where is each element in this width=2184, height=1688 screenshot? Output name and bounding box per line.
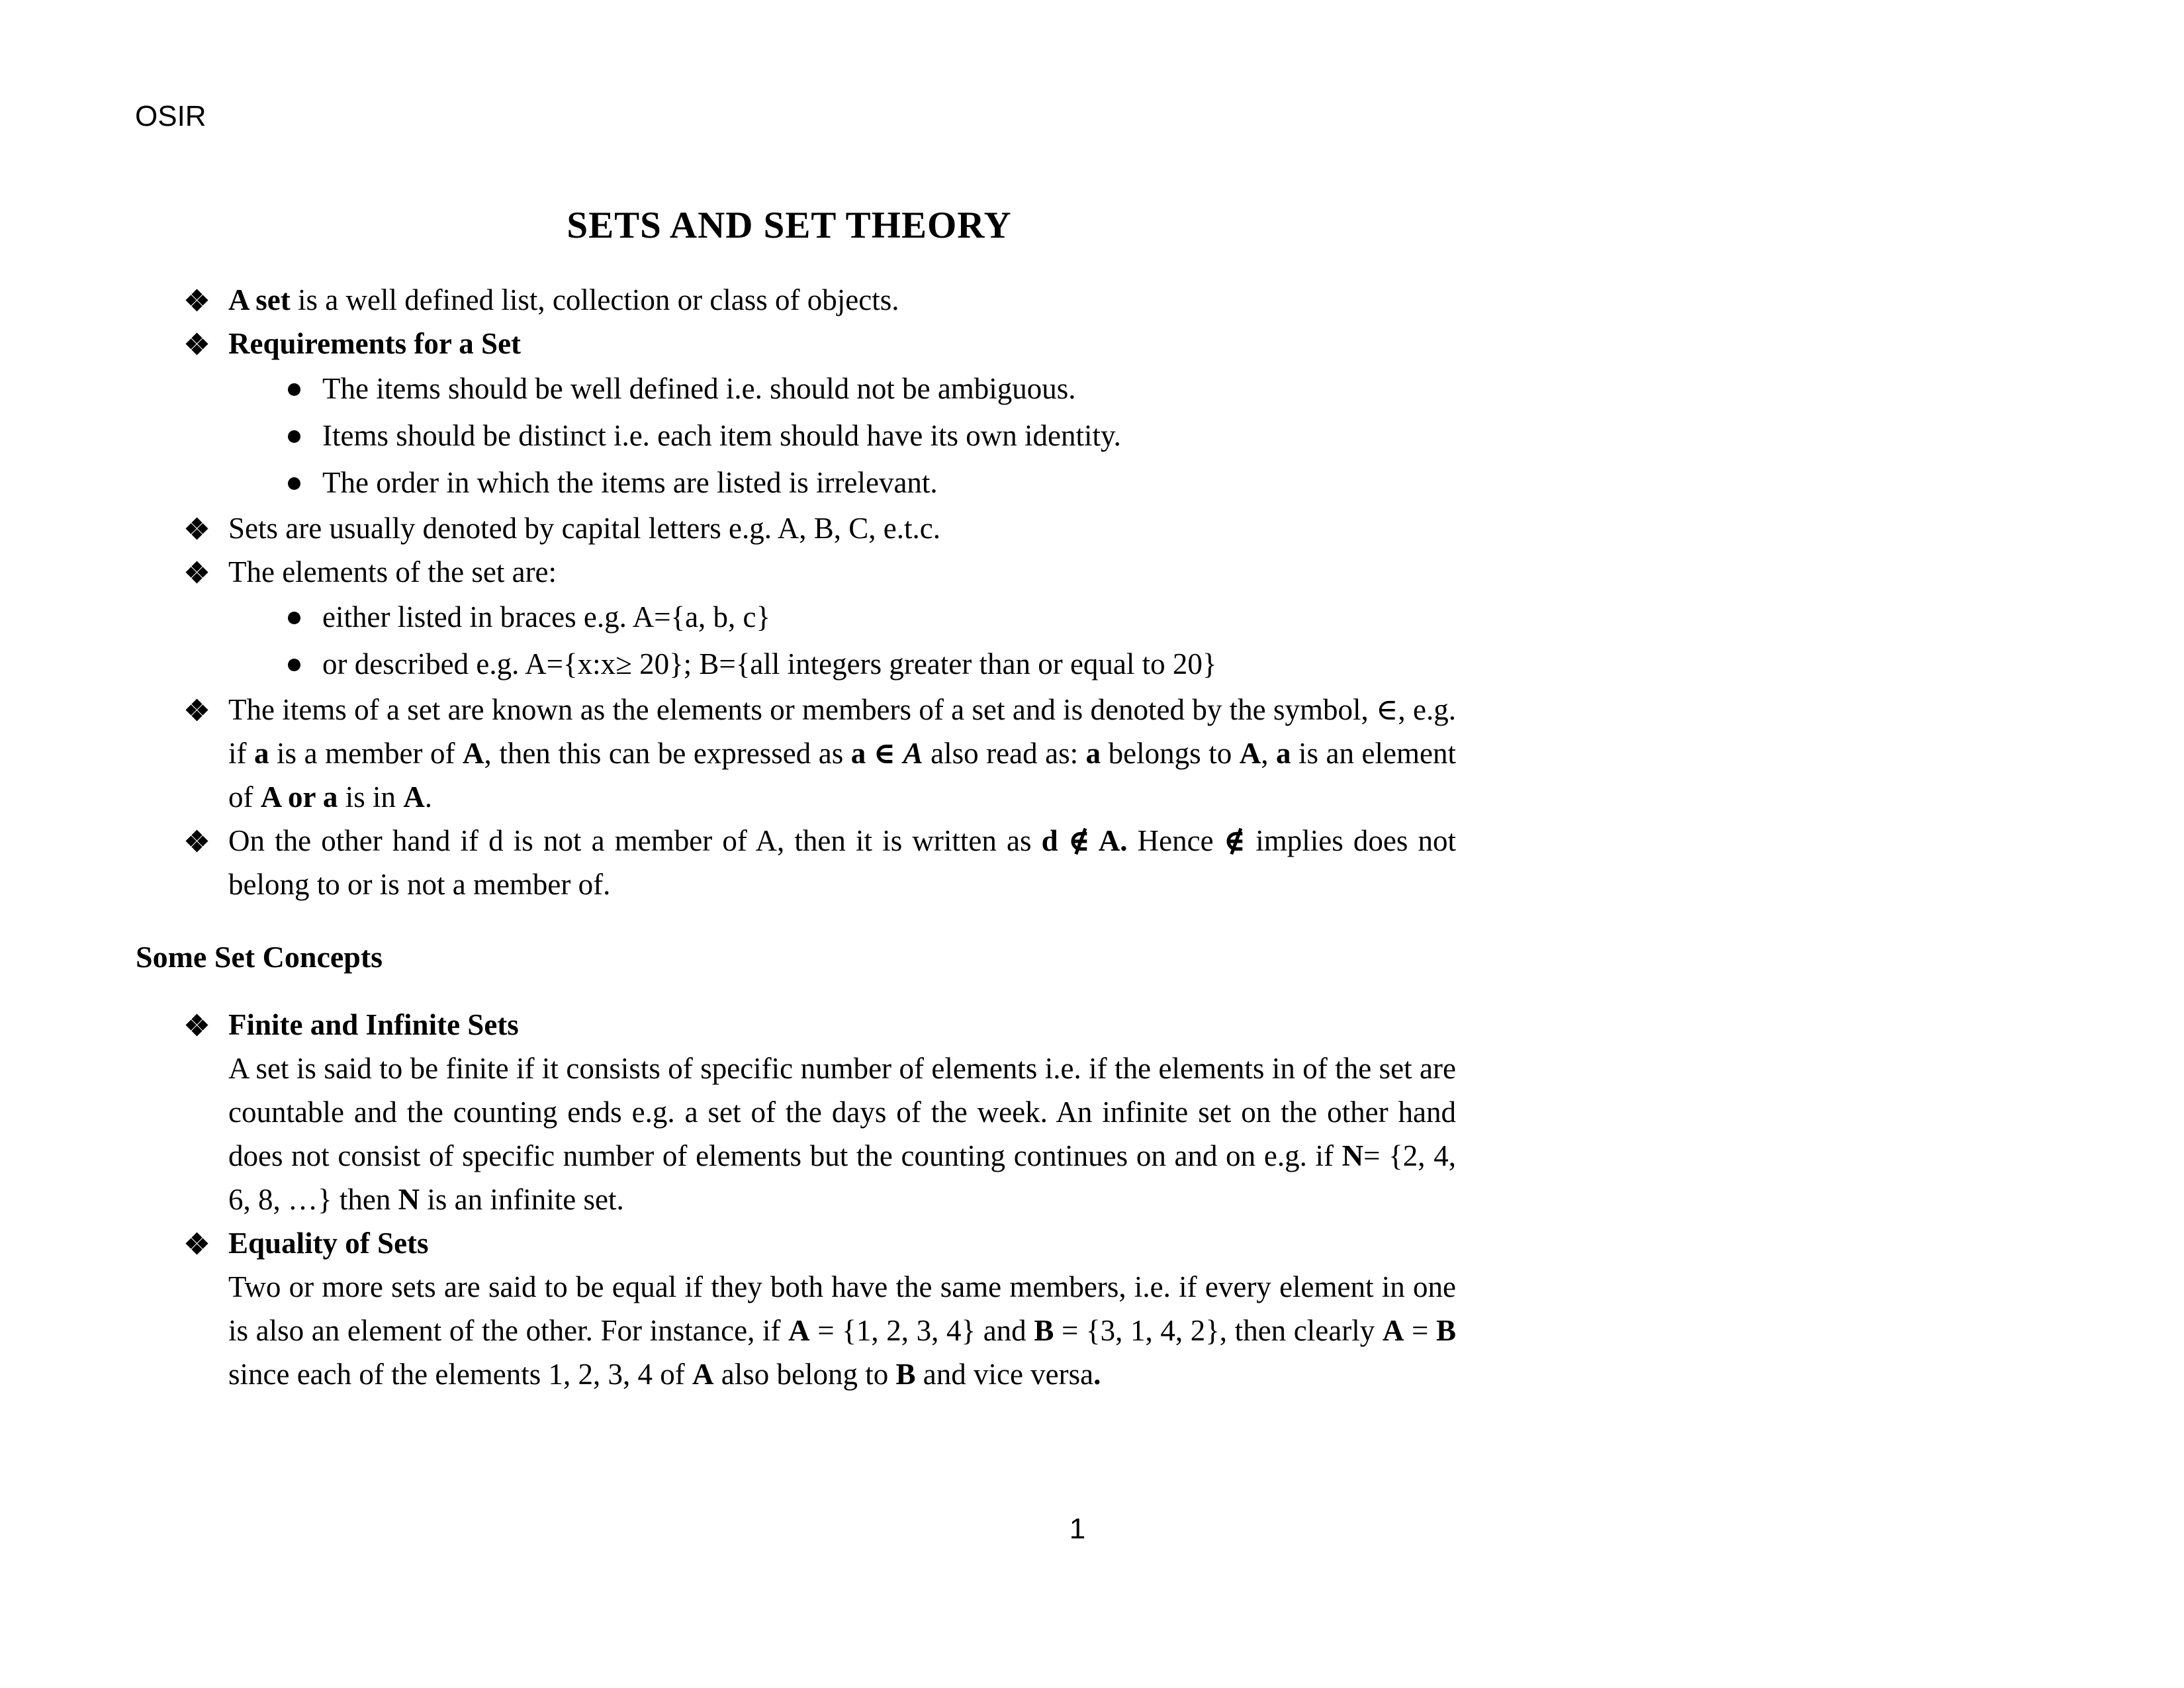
text-run: Finite and Infinite Sets [228, 1008, 519, 1041]
bullet-item [136, 278, 1456, 322]
paragraph [136, 1047, 1456, 1221]
diamond-bullet-icon [185, 829, 209, 853]
sub-bullet-item [136, 459, 1456, 506]
diamond-bullet-icon [185, 516, 209, 541]
dot-bullet-icon [288, 612, 300, 624]
page-number: 1 [1069, 1513, 1086, 1545]
diamond-bullet-icon [185, 1231, 209, 1256]
text-run: Items should be distinct i.e. each item should have its own identity. [322, 419, 1121, 452]
bullet-item [136, 819, 1456, 906]
text-run: The items of a set are known as the elements or members of a set and is denoted by the symbol, ∈, e.g. if a is a member of A, then this can be expressed as a ∈ A also read as: a belongs to A, a is an element of A or a is in A. [228, 693, 1456, 814]
text-run: The order in which the items are listed is irrelevant. [322, 466, 938, 499]
dot-bullet-icon [288, 659, 300, 671]
dot-bullet-icon [288, 383, 300, 396]
sub-bullet-item [136, 412, 1456, 459]
text-run: A set is a well defined list, collection or class of objects. [228, 283, 899, 316]
dot-bullet-icon [288, 430, 300, 443]
text-run: Equality of Sets [228, 1227, 429, 1260]
bullet-item [136, 1221, 1456, 1265]
bullet-item [136, 1003, 1456, 1047]
bullet-item [136, 322, 1456, 365]
bullet-item [136, 506, 1456, 550]
document-body [136, 278, 1456, 1396]
bullet-item [136, 550, 1456, 594]
text-run: The elements of the set are: [228, 555, 557, 588]
text-run: either listed in braces e.g. A={a, b, c} [322, 600, 771, 633]
page-title: SETS AND SET THEORY [567, 205, 1012, 246]
sub-bullet-item [136, 594, 1456, 641]
document-header-label: OSIR [135, 100, 206, 132]
text-run: or described e.g. A={x:x≥ 20}; B={all integers greater than or equal to 20} [322, 647, 1217, 680]
bullet-item [136, 688, 1456, 819]
diamond-bullet-icon [185, 332, 209, 356]
sub-bullet-item [136, 641, 1456, 688]
text-run: A set is said to be finite if it consists of specific number of elements i.e. if the elements in of the set are countable and the counting ends e.g. a set of the days of the week. An infinite set on the other hand does not consist of specific number of elements but the counting continues on and on e.g. if N= {2, 4, 6, 8, …} then N is an infinite set. [228, 1052, 1456, 1216]
paragraph [136, 1265, 1456, 1396]
text-run: Two or more sets are said to be equal if they both have the same members, i.e. if every element in one is also an element of the other. For instance, if A = {1, 2, 3, 4} and B = {3, 1, 4, 2}, then clearly A = B since each of the elements 1, 2, 3, 4 of A also belong to B and vice versa. [228, 1270, 1456, 1391]
dot-bullet-icon [288, 477, 300, 490]
text-run: The items should be well defined i.e. should not be ambiguous. [322, 372, 1076, 405]
diamond-bullet-icon [185, 1013, 209, 1037]
sub-bullet-item [136, 365, 1456, 412]
diamond-bullet-icon [185, 560, 209, 585]
text-run: Requirements for a Set [228, 327, 522, 360]
text-run: Sets are usually denoted by capital letters e.g. A, B, C, e.t.c. [228, 512, 940, 545]
diamond-bullet-icon [185, 698, 209, 722]
text-run: Some Set Concepts [136, 940, 383, 974]
diamond-bullet-icon [185, 288, 209, 312]
section-heading [136, 935, 1456, 979]
text-run: On the other hand if d is not a member of A, then it is written as d ∉ A. Hence ∉ implies does not belong to or is not a member of. [228, 824, 1457, 901]
